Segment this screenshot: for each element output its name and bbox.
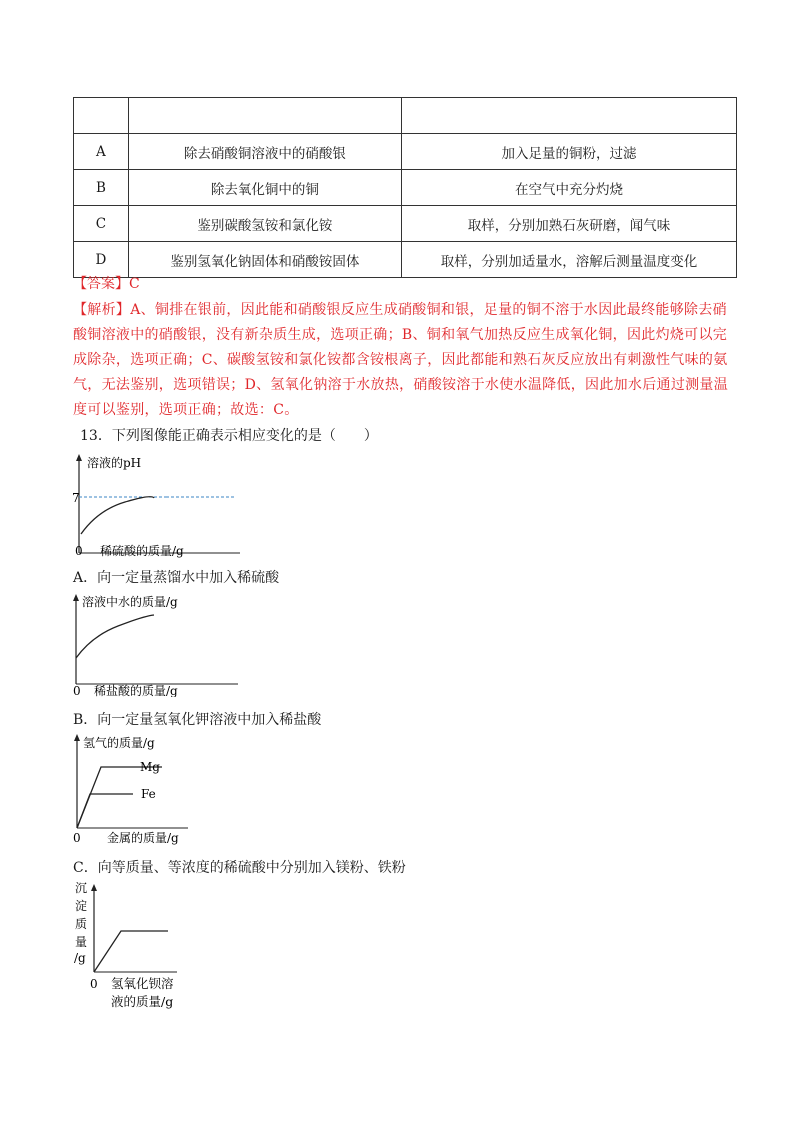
origin-label: 0 <box>75 544 83 558</box>
x-axis-label: 稀硫酸的质量/g <box>100 544 184 558</box>
y-axis-arrow <box>74 734 80 741</box>
purpose-cell: 除去硝酸铜溶液中的硝酸银 <box>128 134 401 170</box>
method-cell: 在空气中充分灼烧 <box>401 170 736 206</box>
table-row <box>74 170 737 206</box>
explanation-line: 度可以鉴别，选项正确；故选：C。 <box>73 402 299 418</box>
purpose-cell: 除去氧化铜中的铜 <box>128 170 401 206</box>
explanation-line: 成除杂，选项正确；C、碳酸氢铵和氯化铵都含铵根离子，因此都能和熟石灰反应放出有刺激性气味的氨 <box>73 352 728 368</box>
series-label-fe: Fe <box>141 787 156 801</box>
option-b-caption: B．向一定量氢氧化钾溶液中加入稀盐酸 <box>73 712 322 728</box>
y-axis-arrow <box>76 454 82 461</box>
series-label-mg: Mg <box>140 760 160 774</box>
explanation-block <box>73 298 737 423</box>
question-stem: 13．下列图像能正确表示相应变化的是（ ） <box>80 428 378 444</box>
y-axis-label: 溶液中水的质量/g <box>82 595 178 609</box>
explanation-line: 酸铜溶液中的硝酸银，没有新杂质生成，选项正确；B、铜和氧气加热反应生成氧化铜，因此灼烧可以完 <box>73 327 728 343</box>
graph-b <box>70 592 270 697</box>
table-row <box>74 206 737 242</box>
y-axis-label: 溶液的pH <box>87 456 142 470</box>
option-a-caption: A．向一定量蒸馏水中加入稀硫酸 <box>73 570 280 586</box>
origin-label: 0 <box>73 684 81 697</box>
option-key-cell <box>74 98 129 134</box>
y-axis-label: 氢气的质量/g <box>83 736 155 750</box>
origin-label: 0 <box>90 977 98 991</box>
table-row <box>74 134 737 170</box>
y-axis-arrow <box>91 884 97 891</box>
ph-curve <box>81 497 154 534</box>
options-table <box>73 97 737 278</box>
y-axis-arrow <box>73 594 79 601</box>
option-key-cell: C <box>74 206 129 242</box>
method-cell: 加入足量的铜粉，过滤 <box>401 134 736 170</box>
option-c-caption: C．向等质量、等浓度的稀硫酸中分别加入镁粉、铁粉 <box>73 860 406 876</box>
x-axis-label: 液的质量/g <box>111 994 174 1009</box>
origin-label: 0 <box>73 831 81 845</box>
method-cell: 取样，分别加适量水，溶解后测量温度变化 <box>401 242 736 278</box>
y-axis-label: 质 <box>75 917 88 931</box>
purpose-cell <box>128 98 401 134</box>
purpose-cell: 鉴别氢氧化钠固体和硝酸铵固体 <box>128 242 401 278</box>
series-line-fe <box>77 794 133 828</box>
option-key-cell: B <box>74 170 129 206</box>
x-axis-label: 金属的质量/g <box>107 831 179 845</box>
graph-c <box>70 732 270 850</box>
x-axis-label: 氢氧化钡溶 <box>111 976 174 991</box>
y-axis-label: 量 <box>75 935 88 949</box>
explanation-line: 气，无法鉴别，选项错误；D、氢氧化钠溶于水放热，硝酸铵溶于水使水温降低，因此加水后通过测量温 <box>73 377 729 393</box>
purpose-cell: 鉴别碳酸氢铵和氯化铵 <box>128 206 401 242</box>
option-key-cell: D <box>74 242 129 278</box>
explanation-line: 【解析】A、铜排在银前，因此能和硝酸银反应生成硝酸铜和银，足量的铜不溶于水因此最终能够除去硝 <box>73 302 727 318</box>
x-axis-label: 稀盐酸的质量/g <box>94 684 178 697</box>
table-row <box>74 242 737 278</box>
table-row <box>74 98 737 134</box>
tick-label-7: 7 <box>72 491 80 505</box>
graph-d <box>70 878 270 1014</box>
option-key-cell: A <box>74 134 129 170</box>
method-cell <box>401 98 736 134</box>
answer-text: 【答案】C <box>73 276 140 292</box>
water-mass-curve <box>76 615 154 658</box>
y-axis-label: 淀 <box>75 899 88 913</box>
method-cell: 取样，分别加熟石灰研磨，闻气味 <box>401 206 736 242</box>
precipitate-line <box>94 931 168 972</box>
y-axis-label: 沉 <box>75 881 88 895</box>
graph-a <box>70 452 270 558</box>
y-axis-label: /g <box>74 951 86 965</box>
